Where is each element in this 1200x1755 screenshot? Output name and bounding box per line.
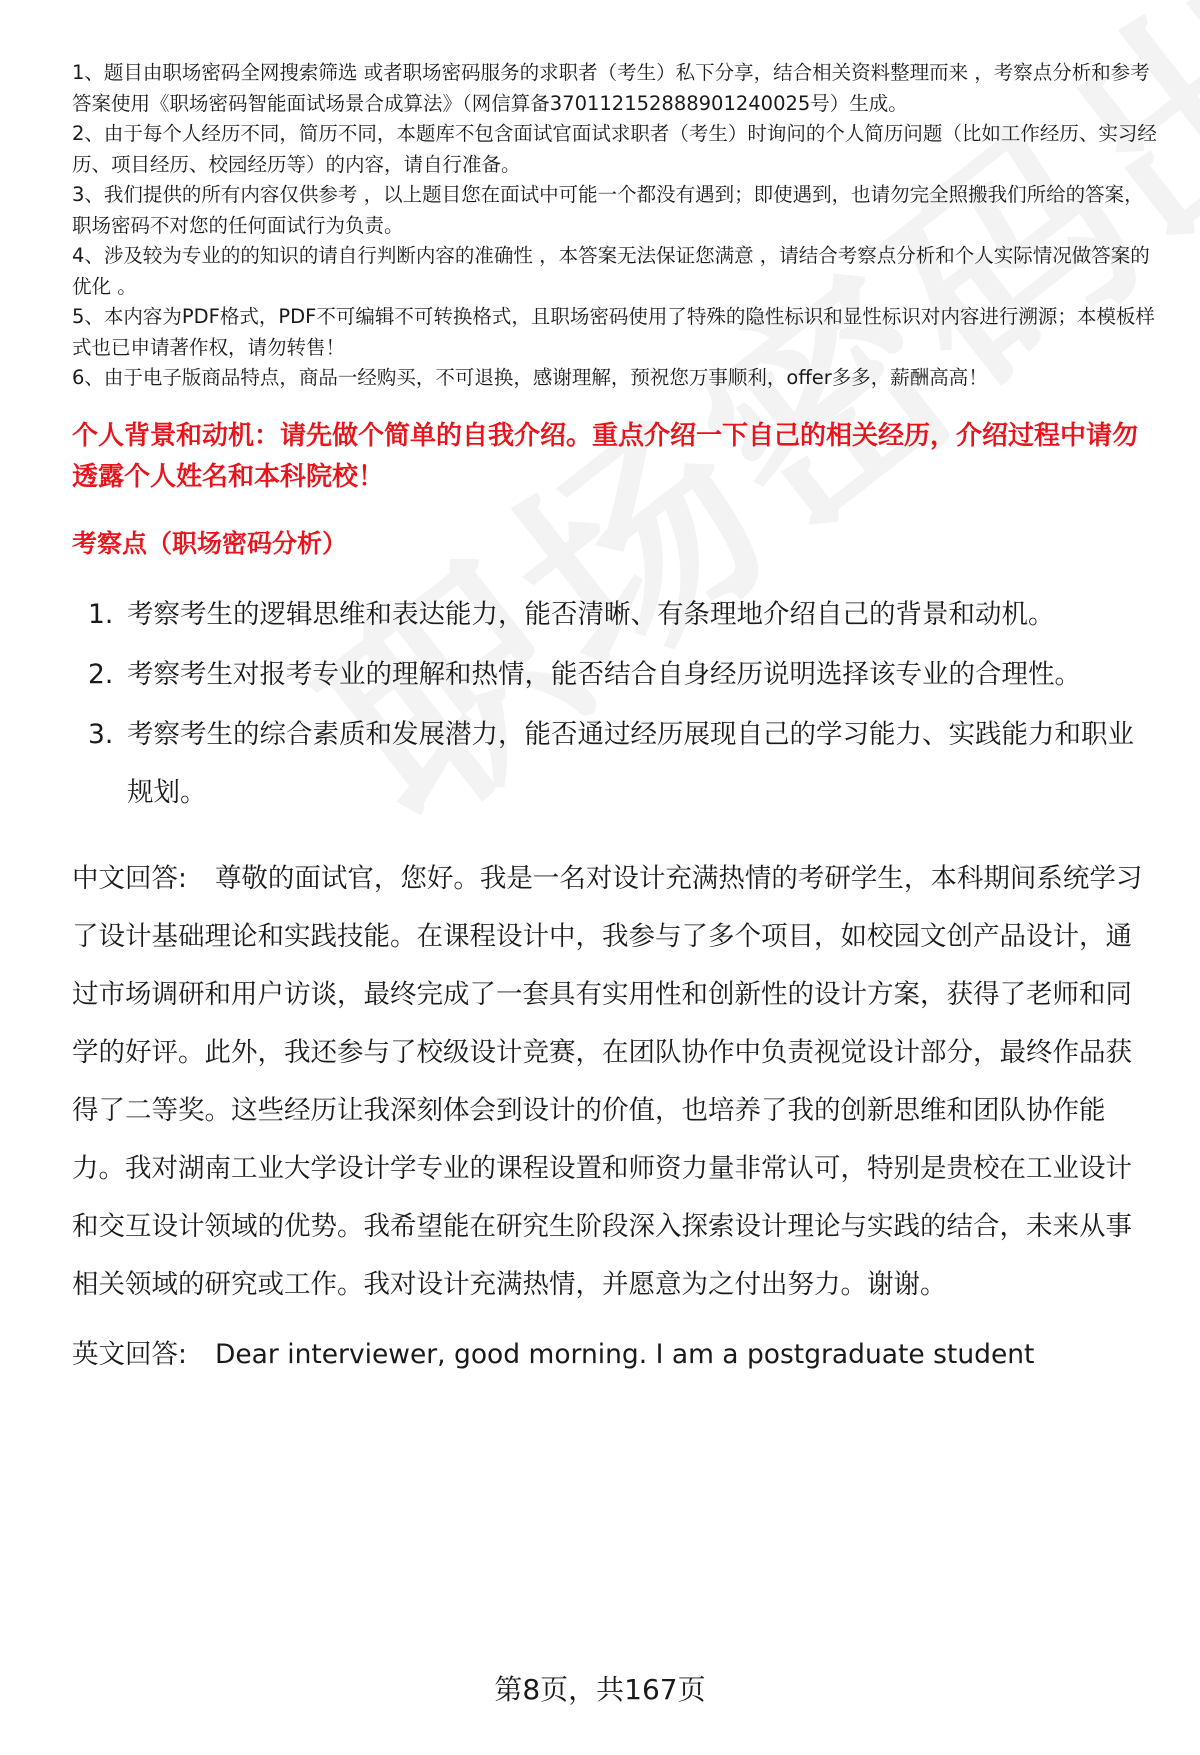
question-heading: 个人背景和动机：请先做个简单的自我介绍。重点介绍一下自己的相关经历，介绍过程中请勿透露个人姓名和本科院校！ — [72, 420, 1139, 492]
notice-item: 2、由于每个人经历不同，简历不同，本题库不包含面试官面试求职者（考生）时询问的个人简历问题（比如工作经历、实习经历、项目经历、校园经历等）的内容，请自行准备。 — [72, 122, 1157, 176]
point-number: 1. — [88, 598, 114, 630]
chinese-answer — [72, 850, 1157, 1314]
analysis-points — [72, 586, 1157, 822]
analysis-point — [72, 646, 1157, 704]
notice-item: 6、由于电子版商品特点，商品一经购买，不可退换，感谢理解，预祝您万事顺利，offer多多，薪酬高高！ — [72, 366, 988, 389]
english-answer-text: Dear interviewer, good morning. I am a postgraduate student — [214, 1338, 1035, 1370]
point-text: 考察考生的综合素质和发展潜力，能否通过经历展现自己的学习能力、实践能力和职业规划。 — [127, 718, 1134, 808]
point-text: 考察考生的逻辑思维和表达能力，能否清晰、有条理地介绍自己的背景和动机。 — [127, 598, 1055, 630]
chinese-answer-text: 尊敬的面试官，您好。我是一名对设计充满热情的考研学生，本科期间系统学习了设计基础理论和实践技能。在课程设计中，我参与了多个项目，如校园文创产品设计，通过市场调研和用户访谈，最终完成了一套具有实用性和创新性的设计方案，获得了老师和同学的好评。此外，我还参与了校级设计竞赛，在团队协作中负责视觉设计部分，最终作品获得了二等奖。这些经历让我深刻体会到设计的价值，也培养了我的创新思维和团队协作能力。我对湖南工业大学设计学专业的课程设置和师资力量非常认可，特别是贵校在工业设计和交互设计领域的优势。我希望能在研究生阶段深入探索设计理论与实践的结合，未来从事相关领域的研究或工作。我对设计充满热情，并愿意为之付出努力。谢谢。 — [72, 862, 1143, 1300]
point-text: 考察考生对报考专业的理解和热情，能否结合自身经历说明选择该专业的合理性。 — [127, 658, 1081, 690]
document-body — [72, 58, 1157, 1384]
notice-list — [72, 58, 1157, 394]
analysis-heading: 考察点（职场密码分析） — [72, 528, 348, 558]
page-number: 第8页，共167页 — [494, 1673, 706, 1706]
notice-item: 3、我们提供的所有内容仅供参考 ，以上题目您在面试中可能一个都没有遇到；即使遇到，也请勿完全照搬我们所给的答案，职场密码不对您的任何面试行为负责。 — [72, 183, 1144, 237]
english-answer — [72, 1326, 1157, 1384]
analysis-point — [72, 586, 1157, 644]
point-number: 3. — [88, 718, 114, 750]
point-number: 2. — [88, 658, 114, 690]
notice-item: 5、本内容为PDF格式，PDF不可编辑不可转换格式，且职场密码使用了特殊的隐性标识和显性标识对内容进行溯源；本模板样式也已申请著作权，请勿转售！ — [72, 305, 1155, 359]
analysis-point — [72, 706, 1157, 822]
notice-item: 1、题目由职场密码全网搜索筛选 或者职场密码服务的求职者（考生）私下分享，结合相关资料整理而来 ，考察点分析和参考答案使用《职场密码智能面试场景合成算法》（网信算备370112152888901240025号）生成。 — [72, 61, 1150, 115]
chinese-answer-label: 中文回答: — [72, 862, 187, 894]
notice-item: 4、涉及较为专业的的知识的请自行判断内容的准确性 ，本答案无法保证您满意 ，请结合考察点分析和个人实际情况做答案的优化 。 — [72, 244, 1150, 298]
english-answer-label: 英文回答: — [72, 1338, 187, 1370]
